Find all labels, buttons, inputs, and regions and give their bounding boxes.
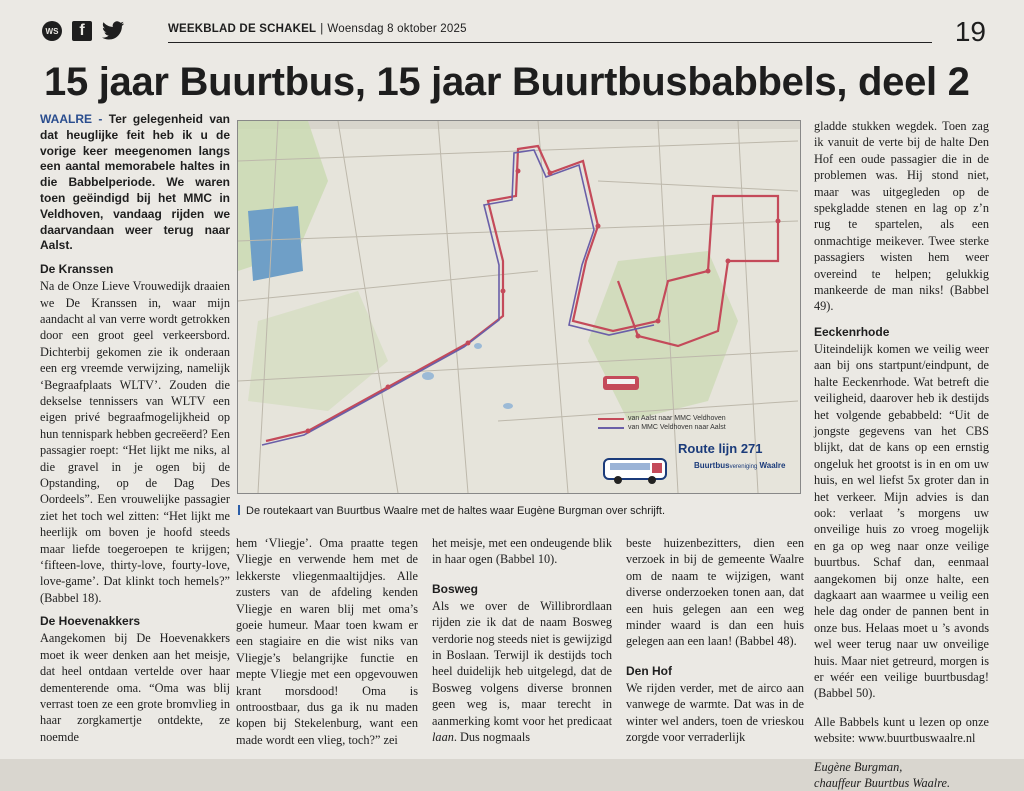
legend-item-aalst-mmc: van Aalst naar MMC Veldhoven [598, 415, 793, 422]
column-3 [432, 535, 612, 745]
paragraph-den-hof: We rijden verder, met de airco aan vanwege de warmte. Dat was in de winter wel anders, toen de vrieskou zorgde voor verraderlijk [626, 680, 804, 745]
legend-item-mmc-aalst: van MMC Veldhoven naar Aalst [598, 424, 793, 431]
column-4 [626, 535, 804, 745]
paragraph-vliegje: hem ‘Vliegje’. Oma praatte tegen Vliegje en verwende hem met de lekkerste vliegenmaaltijdjes. Alle zusters van de afdeling kenden Vliegje en waren blij met oma’s goeie humeur. Maar toen kwam er een stagiaire en die wist niks van Vliegje’s belangrijke functie en mepte Vliegje met een opgevouwen krant morsdood! Oma is ontroostbaar, dus ga ik nu maden kopen bij Stekelenburg, want een made wordt een vlieg, toch?” zei [236, 536, 418, 747]
paragraph-closing: Alle Babbels kunt u lezen op onze website: www.buurtbuswaalre.nl [814, 714, 989, 746]
paragraph-gladheid: gladde stukken wegdek. Toen zag ik vanuit de verte bij de halte Den Hof een oude passagier die in de problemen was. Hij stond niet, maar was uitgegleden op de spekgladde stenen en lag op z’n rug te spartelen, als een onmachtige meikever. Twee sterke passagiers wisten hem weer overeind te helpen; gelukkig mankeerde de man niks! (Babbel 49). [814, 119, 989, 314]
dateline: WAALRE - [40, 112, 103, 126]
publication-name: WEEKBLAD DE SCHAKEL [168, 23, 317, 35]
article-lead [40, 112, 230, 254]
route-title: Route lijn 271 [678, 441, 763, 456]
paragraph-bosweg: Als we over de Willibrordlaan rijden zie ik dat de naam Bosweg verdorie nog steeds niet is gewijzigd in Boslaan. Terwijl ik destijds toch heel duidelijk heb uitgelegd, dat de Bosweg volgens diverse bronnen geen weg is, maar terecht in aanmerking komt voor het predicaat laan. Dus nogmaals [432, 598, 612, 745]
column-1 [40, 112, 230, 745]
facebook-icon[interactable]: f [72, 21, 92, 41]
twitter-icon[interactable] [100, 21, 126, 41]
bus-organisation: Buurtbusvereniging Waalre [694, 461, 786, 470]
subheading-bosweg: Bosweg [432, 581, 479, 596]
article-title: 15 jaar Buurtbus, 15 jaar Buurtbusbabbels, deel 2 [44, 60, 970, 104]
lead-text: Ter gelegenheid van dat heuglijke feit heb ik u de vorige keer meegenomen langs een aantal memorabele haltes in die Babbelperiode. We waren toen geëindigd bij het MMC in Veldhoven, vandaag rijden we daarvandaan weer terug naar Aalst. [40, 112, 230, 253]
ws-logo-icon[interactable]: WS [42, 21, 62, 41]
header-separator: | [320, 23, 324, 35]
paragraph-hoevenakkers: Aangekomen bij De Hoevenakkers moet ik weer denken aan het meisje, dat heel ontdaan vertelde over haar dementerende oma. “Oma was blij verrast toen ze een grote bromvlieg in haar zorgkamertje ontdekte, ze noemde [40, 631, 230, 744]
paragraph-huizenbezitters: beste huizenbezitters, dien een verzoek in bij de gemeente Waalre om de naam te wijzigen, want diverse onderzoeken tonen aan, dat een huis gelegen aan een weg minder waard is dan een huis gelegen aan een laan! (Babbel 48). [626, 536, 804, 649]
page-header [42, 18, 992, 50]
header-rule [168, 42, 932, 43]
route-map [237, 120, 801, 494]
author-role: chauffeur Buurtbus Waalre. [814, 776, 951, 791]
subheading-hoevenakkers: De Hoevenakkers [40, 614, 141, 629]
paragraph-eeckenrhode: Uiteindelijk komen we veilig weer aan bij ons startpunt/eindpunt, de halte Eeckenrhode. Wat betreft die veiligheid, daarover heb ik destijds het volgende gebabbeld: “Uit de jongste gegevens van het CBS blijkt, dat de kans op een ernstig ongeluk het grootst is in en om uw huis, en wel liefst 5x groter dan in het verkeer. Mijn advies is dan ook: verlaat ’s morgens uw onveilige huis zo vroeg mogelijk en ga op weg naar onze veilige buurtbus. Schaf dan, eenmaal aangekomen bij onze halte, een dagkaart aan waarmee u veilig een hele dag onder de pannen bent in onze bus. Helaas moet u ’s avonds wel weer terug naar uw onveilige huis. Maar niet getreurd, morgen is er wéér een veilige buurtbusdag! (Babbel 50). [814, 341, 989, 701]
column-5 [814, 118, 989, 791]
publication-line [168, 23, 467, 35]
map-caption: De routekaart van Buurtbus Waalre met de haltes waar Eugène Burgman over schrijft. [238, 505, 665, 517]
website-link[interactable]: www.buurtbuswaalre.nl [858, 731, 976, 746]
bus-icon [602, 453, 672, 487]
page-number: 19 [954, 16, 986, 47]
issue-date: Woensdag 8 oktober 2025 [327, 23, 467, 35]
map-legend [598, 413, 793, 470]
subheading-eeckenrhode: Eeckenrhode [814, 324, 890, 339]
paragraph-kranssen: Na de Onze Lieve Vrouwedijk draaien we De Kranssen in, waar mijn aandacht al van verre wordt getrokken door een groot geel verkeersbord. Dichterbij gekomen zie ik onderaan een erg vreemde verwijzing, namelijk ‘Begraafplaats WLTV’. Zouden die dekselse tennissers van WLTV een eigen privé begraafmogelijkheid op hun tennispark hebben gecreëerd? Een passagier roept: “Het lijkt me niks, al die gravel in je ogen bij de Opstanding, op de Dag Des Oordeels”. Een vrouwelijke passagier ziet het toch wel zitten: “Het lijkt me heerlijk om boven je hoofd steeds maar liefde toegeroepen te krijgen; ‘fifteen-love, thirty-love, fourty-love, love-game’. Dat klinkt toch hemels?” (Babbel 18). [40, 279, 230, 605]
subheading-den-hof: Den Hof [626, 663, 672, 678]
subheading-kranssen: De Kranssen [40, 262, 114, 277]
paragraph-meisje: het meisje, met een ondeugende blik in haar ogen (Babbel 10). [432, 536, 612, 567]
author-name: Eugène Burgman, [814, 759, 903, 774]
column-2 [236, 535, 418, 748]
